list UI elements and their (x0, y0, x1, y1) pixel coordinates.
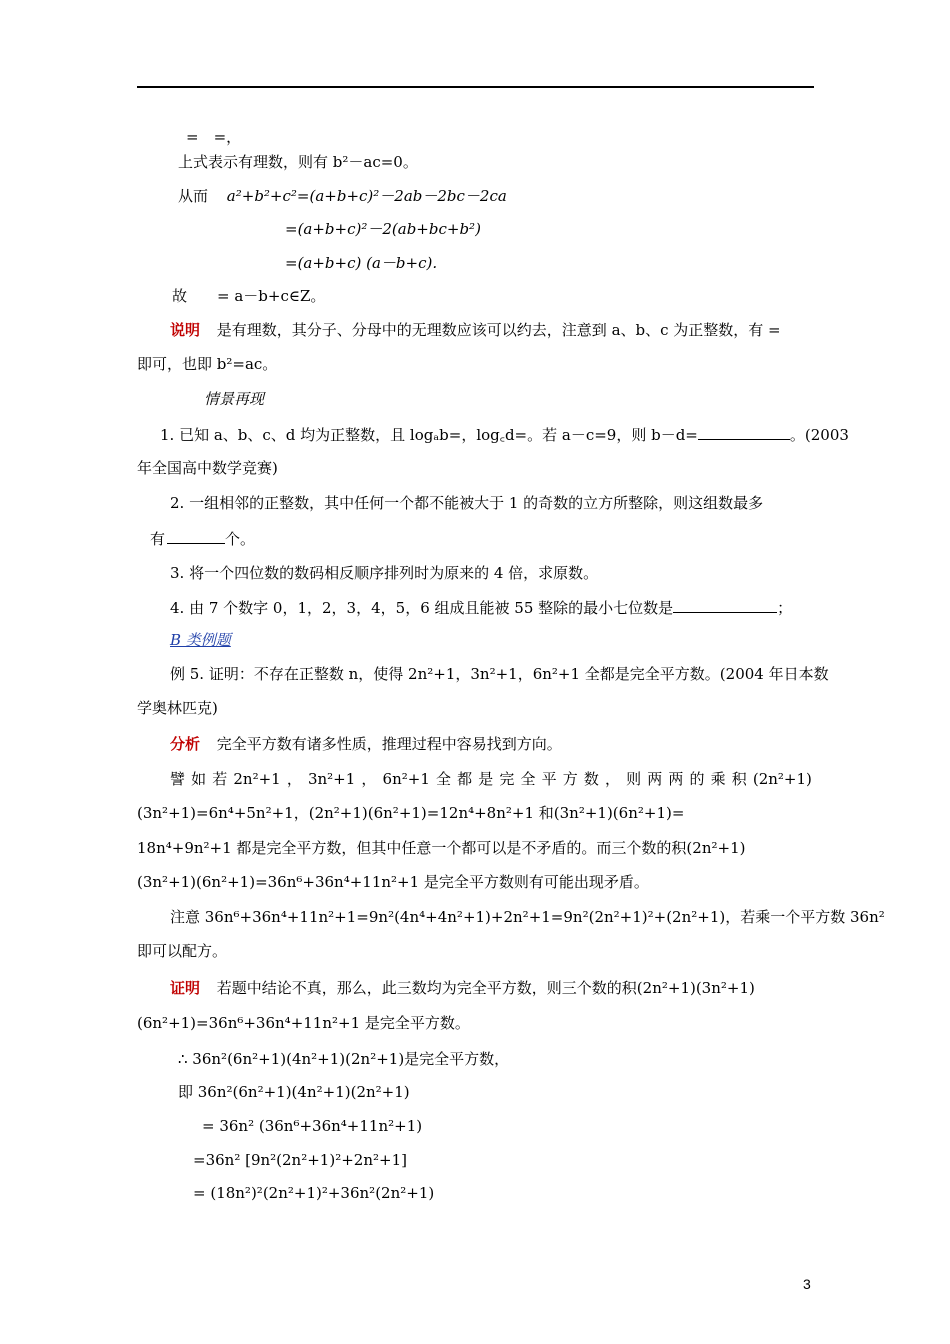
word: (2n²+1) (752, 770, 812, 788)
word: 积 (731, 770, 747, 788)
word: 3n²+1 (307, 770, 356, 788)
text-fragment: 1. 已知 a、b、c、d 均为正整数，且 logₐb=，log꜀d=。若 a－c=9，则 b－d= (160, 426, 698, 444)
answer-blank (167, 528, 225, 544)
text-line: 上式表示有理数，则有 b²－ac=0。 (178, 153, 418, 171)
header-rule (137, 86, 814, 88)
text-line (170, 734, 562, 754)
text-line (170, 597, 792, 618)
label-analysis: 分析 (170, 735, 201, 753)
text-line: 故 = a－b+c∈Z。 (172, 287, 326, 305)
justified-line (170, 769, 812, 789)
text-line (178, 186, 507, 206)
text-line: 3. 将一个四位数的数码相反顺序排列时为原来的 4 倍，求原数。 (170, 564, 599, 582)
text-line: 18n⁴+9n²+1 都是完全平方数，但其中任意一个都可以是不矛盾的。而三个数的积(2n²+1) (137, 839, 746, 857)
answer-blank (698, 424, 790, 440)
word: 数 (583, 770, 599, 788)
word: ， (604, 770, 620, 788)
text-fragment: 有 (150, 530, 166, 548)
word: 譬 (170, 770, 186, 788)
word: 是 (478, 770, 494, 788)
text-line: 注意 36n⁶+36n⁴+11n²+1=9n²(4n⁴+4n²+1)+2n²+1=9n²(2n²+1)²+(2n²+1)，若乘一个平方数 36n² (170, 908, 885, 926)
text-line (170, 320, 781, 340)
text-line: 即可以配方。 (137, 942, 228, 960)
text-line: 即 36n²(6n²+1)(4n²+1)(2n²+1) (178, 1083, 410, 1101)
word: 乘 (710, 770, 726, 788)
text-line (150, 528, 255, 549)
math-expression: = (18n²)²(2n²+1)²+36n²(2n²+1) (193, 1184, 435, 1202)
word: 则 (626, 770, 642, 788)
text-line (170, 978, 755, 998)
word: 的 (689, 770, 705, 788)
text-line: 年全国高中数学竞赛) (137, 459, 278, 477)
word: 6n²+1 (382, 770, 430, 788)
text-fragment: 完全平方数有诸多性质，推理过程中容易找到方向。 (216, 735, 562, 753)
word: 全 (520, 770, 536, 788)
word: 两 (668, 770, 684, 788)
text-line: (6n²+1)=36n⁶+36n⁴+11n²+1 是完全平方数。 (137, 1014, 470, 1032)
text-fragment: 从而 (178, 187, 209, 205)
text-fragment: 若题中结论不真，那么，此三数均为完全平方数，则三个数的积(2n²+1)(3n²+1) (216, 979, 755, 997)
text-fragment: 是有理数，其分子、分母中的无理数应该可以约去，注意到 a、b、c 为正整数，有 = (216, 321, 781, 339)
text-line: (3n²+1)=6n⁴+5n²+1，(2n²+1)(6n²+1)=12n⁴+8n²+1 和(3n²+1)(6n²+1)= (137, 804, 685, 822)
page-number: 3 (803, 1276, 811, 1292)
math-expression: = 36n² (36n⁶+36n⁴+11n²+1) (202, 1117, 423, 1135)
text-line: ∴ 36n²(6n²+1)(4n²+1)(2n²+1)是完全平方数， (178, 1050, 510, 1068)
text-line: 例 5. 证明：不存在正整数 n，使得 2n²+1，3n²+1，6n²+1 全都是完全平方数。(2004 年日本数 (170, 665, 829, 683)
math-expression: =(a+b+c) (a－b+c). (285, 254, 438, 272)
word: 方 (562, 770, 578, 788)
word: ， (361, 770, 377, 788)
word: 若 (212, 770, 228, 788)
text-fragment: ； (777, 599, 793, 617)
word: 完 (499, 770, 515, 788)
word: 2n²+1 (233, 770, 281, 788)
section-heading: 情景再现 (204, 390, 265, 408)
word: 如 (191, 770, 207, 788)
label-explanation: 说明 (170, 321, 201, 339)
text-fragment: 个。 (225, 530, 256, 548)
label-proof: 证明 (170, 979, 201, 997)
text-fragment: 4. 由 7 个数字 0，1，2，3，4，5，6 组成且能被 55 整除的最小七位数是 (170, 599, 674, 617)
text-line: = =， (186, 128, 242, 146)
word: 两 (647, 770, 663, 788)
text-line: 即可，也即 b²=ac。 (137, 355, 278, 373)
text-fragment: 。(2003 (789, 426, 849, 444)
math-expression: =(a+b+c)²－2(ab+bc+b²) (285, 220, 481, 238)
word: 全 (435, 770, 451, 788)
math-expression: =36n² [9n²(2n²+1)²+2n²+1] (193, 1151, 407, 1169)
text-line: (3n²+1)(6n²+1)=36n⁶+36n⁴+11n²+1 是完全平方数则有可能出现矛盾。 (137, 873, 649, 891)
word: ， (286, 770, 302, 788)
word: 平 (541, 770, 557, 788)
math-expression: a²+b²+c²=(a+b+c)²－2ab－2bc－2ca (226, 187, 507, 205)
section-link-b-examples[interactable]: B 类例题 (170, 631, 231, 649)
text-line (160, 424, 849, 445)
text-line: 学奥林匹克) (137, 699, 218, 717)
answer-blank (673, 597, 777, 613)
text-line: 2. 一组相邻的正整数，其中任何一个都不能被大于 1 的奇数的立方所整除，则这组数最多 (170, 494, 764, 512)
word: 都 (457, 770, 473, 788)
